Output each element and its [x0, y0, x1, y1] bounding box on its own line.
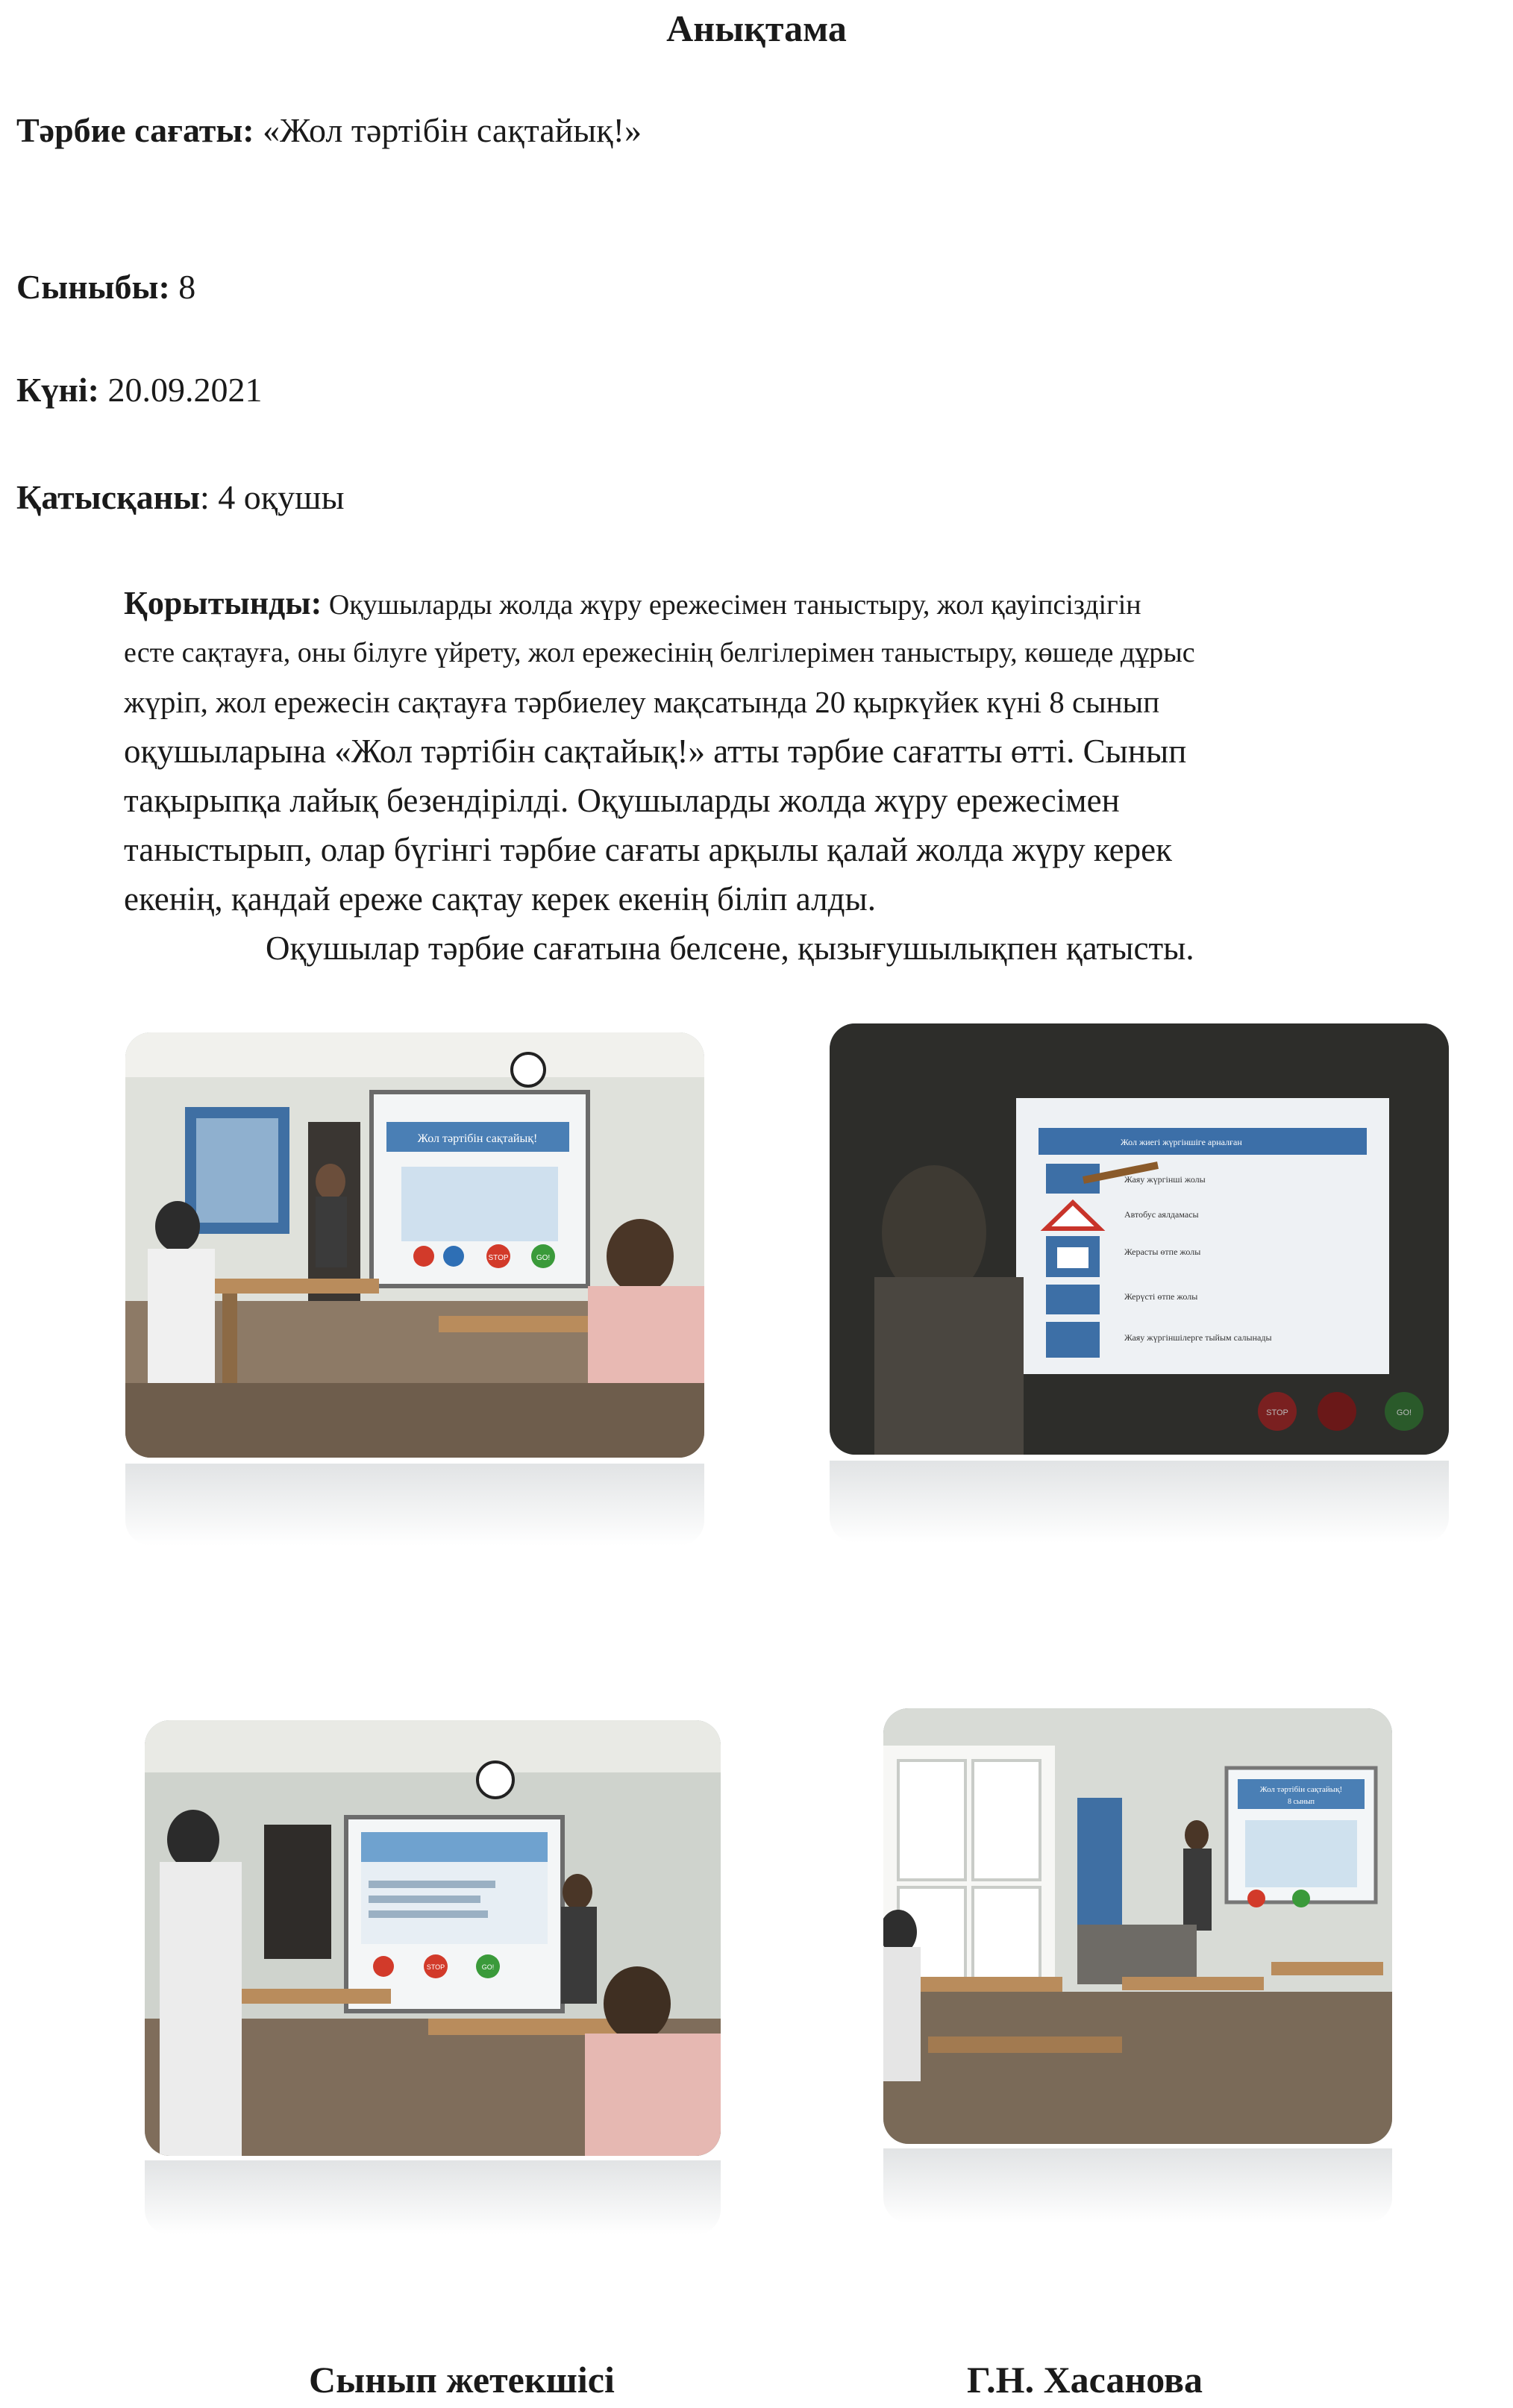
photo3-stop-sign: STOP	[426, 1963, 445, 1971]
attended-value: : 4 оқушы	[200, 478, 345, 516]
date-field	[16, 369, 262, 412]
event-field	[16, 109, 642, 152]
class-field	[16, 266, 195, 309]
photo2-slide-item-5: Жерүсті өтпе жолы	[1124, 1291, 1198, 1302]
photo2-slide-item-1: Жол жиегі жүргіншіге арналған	[1121, 1137, 1242, 1147]
photo-slide-closeup-reflection	[830, 1461, 1449, 1543]
photo4-slide-title: Жол тәртібін сақтайық!	[1259, 1785, 1343, 1794]
signature-name: Г.Н. Хасанова	[967, 2359, 1203, 2401]
photo3-go-sign: GO!	[481, 1963, 495, 1971]
class-label: Сыныбы:	[16, 268, 170, 306]
summary-line: жүріп, жол ережесін сақтауға тәрбиелеу мақсатында 20 қыркүйек күні 8 сынып	[124, 685, 1160, 719]
event-label: Тәрбие сағаты:	[16, 111, 254, 149]
photo-classroom-1	[125, 1032, 704, 1458]
photo-classroom-1-reflection	[125, 1464, 704, 1546]
event-value: «Жол тәртібін сақтайық!»	[263, 111, 642, 149]
date-value: 20.09.2021	[107, 371, 263, 409]
attended-label: Қатысқаны	[16, 478, 201, 516]
signature-role: Сынып жетекшісі	[309, 2359, 615, 2401]
summary-line: есте сақтауға, оны білуге үйрету, жол ережесінің белгілерімен таныстыру, көшеде дұрыс	[124, 637, 1195, 668]
photo1-stop-sign: STOP	[488, 1254, 509, 1262]
summary-paragraph	[124, 579, 1513, 973]
photo-classroom-3-image	[883, 1708, 1392, 2144]
photo2-slide-item-3: Автобус аялдамасы	[1124, 1209, 1199, 1220]
summary-line: оқушыларына «Жол тәртібін сақтайық!» атты тәрбие сағатты өтті. Сынып	[124, 733, 1187, 770]
photo4-slide-subtitle: 8 сынып	[1287, 1798, 1315, 1806]
photo-classroom-2	[145, 1720, 721, 2156]
class-value: 8	[178, 268, 196, 306]
photo2-slide-item-2: Жаяу жүргінші жолы	[1124, 1174, 1206, 1185]
summary-line: тақырыпқа лайық безендірілді. Оқушыларды жолда жүру ережесімен	[124, 782, 1120, 819]
photo-classroom-2-reflection	[145, 2160, 721, 2235]
date-label: Күні:	[16, 371, 99, 409]
summary-label: Қорытынды:	[124, 585, 322, 621]
photo2-slide-item-6: Жаяу жүргіншілерге тыйым салынады	[1124, 1332, 1272, 1343]
attended-field	[16, 476, 344, 519]
photo-slide-closeup	[830, 1023, 1449, 1455]
summary-line: екенің, қандай ереже сақтау керек екенің біліп алды.	[124, 880, 876, 918]
photo-classroom-3-reflection	[883, 2148, 1392, 2223]
summary-line: таныстырып, олар бүгінгі тәрбие сағаты арқылы қалай жолда жүру керек	[124, 831, 1172, 868]
document-title: Анықтама	[666, 7, 847, 49]
photo-classroom-3	[883, 1708, 1392, 2144]
photo2-slide-item-4: Жерасты өтпе жолы	[1124, 1247, 1201, 1257]
photo-classroom-2-image	[145, 1720, 721, 2156]
summary-line: Оқушылар тәрбие сағатына белсене, қызығушылықпен қатысты.	[266, 929, 1194, 967]
photo-slide-closeup-image	[830, 1023, 1449, 1455]
summary-line-1	[124, 579, 1513, 628]
summary-text: Оқушыларды жолда жүру ережесімен таныстыру, жол қауіпсіздігін	[328, 589, 1141, 621]
photo2-go-sign: GO!	[1396, 1408, 1412, 1417]
photo2-stop-sign: STOP	[1266, 1408, 1288, 1417]
photo-classroom-1-image	[125, 1032, 704, 1458]
photo1-go-sign: GO!	[536, 1254, 551, 1262]
photo1-slide-title: Жол тәртібін сақтайық!	[417, 1132, 538, 1145]
